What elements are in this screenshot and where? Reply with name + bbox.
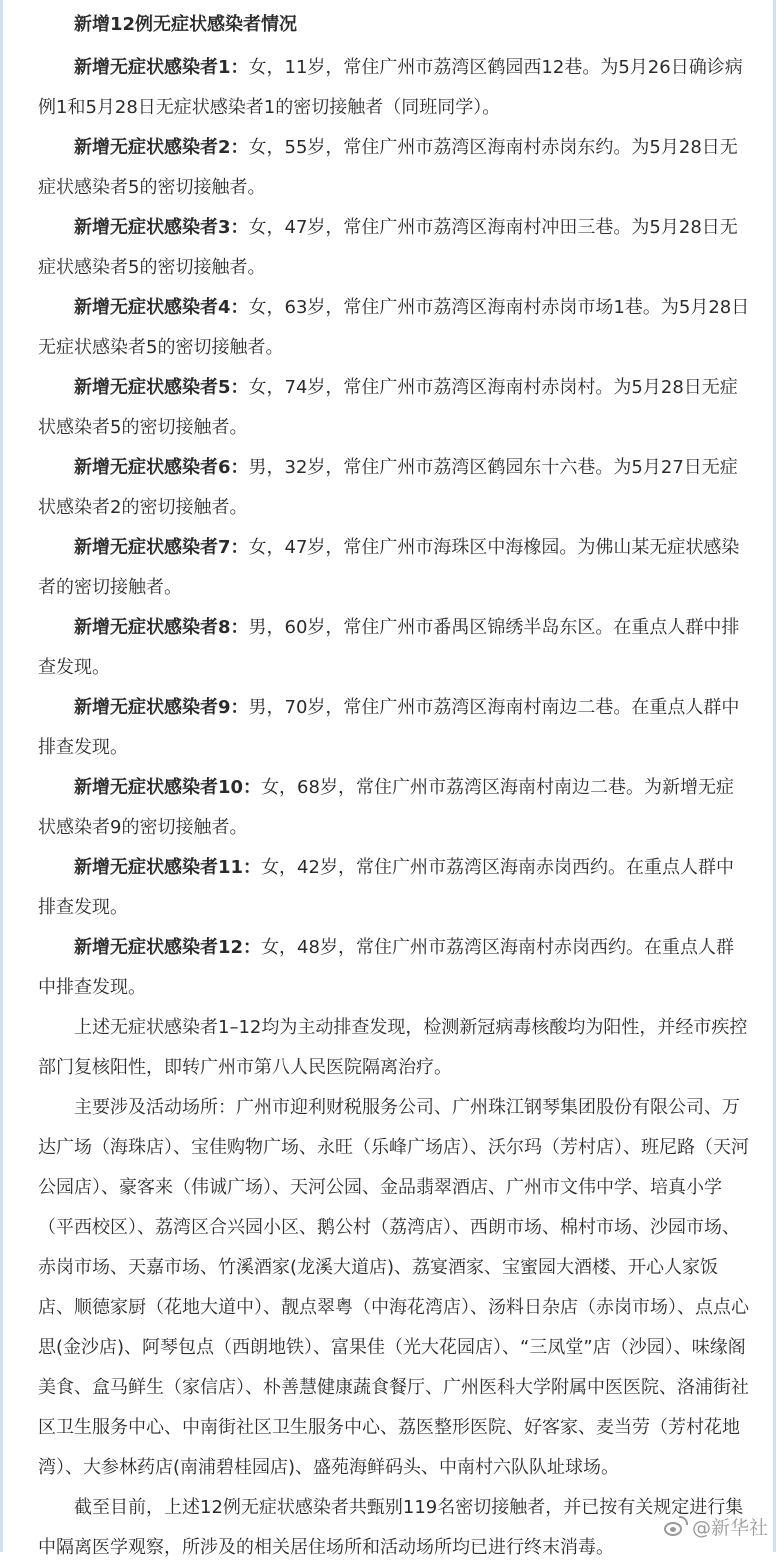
weibo-icon	[662, 1516, 688, 1538]
case-item	[38, 288, 750, 368]
case-item	[38, 928, 750, 1008]
case-label: 新增无症状感染者10：	[74, 777, 262, 798]
case-item	[38, 128, 750, 208]
case-item	[38, 688, 750, 768]
case-text: 女，74岁，常住广州市荔湾区海南村赤岗村。为5月28日无症状感染者5的密切接触者。	[38, 377, 738, 438]
case-text: 女，42岁，常住广州市荔湾区海南赤岗西约。在重点人群中排查发现。	[38, 857, 734, 918]
case-text: 男，32岁，常住广州市荔湾区鹤园东十六巷。为5月27日无症状感染者2的密切接触者。	[38, 457, 738, 518]
case-label: 新增无症状感染者5：	[74, 377, 249, 398]
case-text: 女，47岁，常住广州市荔湾区海南村冲田三巷。为5月28日无症状感染者5的密切接触者。	[38, 217, 738, 278]
case-label: 新增无症状感染者11：	[74, 857, 262, 878]
case-item	[38, 848, 750, 928]
document-title: 新增12例无症状感染者情况	[74, 14, 298, 35]
case-label: 新增无症状感染者8：	[74, 617, 249, 638]
case-label: 新增无症状感染者1：	[74, 57, 249, 78]
case-label: 新增无症状感染者2：	[74, 137, 249, 158]
case-text: 女，68岁，常住广州市荔湾区海南村南边二巷。为新增无症状感染者9的密切接触者。	[38, 777, 734, 838]
case-label: 新增无症状感染者4：	[74, 297, 249, 318]
case-item	[38, 608, 750, 688]
case-label: 新增无症状感染者7：	[74, 537, 249, 558]
left-border	[0, 0, 3, 1552]
case-item	[38, 448, 750, 528]
case-label: 新增无症状感染者9：	[74, 697, 249, 718]
case-text: 男，60岁，常住广州市番禺区锦绣半岛东区。在重点人群中排查发现。	[38, 617, 740, 678]
case-item	[38, 528, 750, 608]
document-body	[38, 6, 750, 1568]
case-label: 新增无症状感染者3：	[74, 217, 249, 238]
watermark-text: @新华社	[691, 1517, 768, 1539]
closing-paragraph: 截至目前，上述12例无症状感染者共甄别119名密切接触者，并已按有关规定进行集中隔离医学观察，所涉及的相关居住场所和活动场所均已进行终末消毒。	[38, 1497, 744, 1558]
case-text: 女，47岁，常住广州市海珠区中海橡园。为佛山某无症状感染者的密切接触者。	[38, 537, 740, 598]
watermark	[662, 1513, 768, 1540]
case-text: 女，55岁，常住广州市荔湾区海南村赤岗东约。为5月28日无症状感染者5的密切接触者。	[38, 137, 738, 198]
places-paragraph: 主要涉及活动场所：广州市迎利财税服务公司、广州珠江钢琴集团股份有限公司、万达广场（海珠店）、宝佳购物广场、永旺（乐峰广场店）、沃尔玛（芳村店）、班尼路（天河公园店）、豪客来（伟诚广场）、天河公园、金品翡翠酒店、广州市文伟中学、培真小学（平西校区）、荔湾区合兴园小区、鹅公村（荔湾店）、西朗市场、棉村市场、沙园市场、赤岗市场、天嘉市场、竹溪酒家(龙溪大道店)、荔宴酒家、宝蜜园大酒楼、开心人家饭店、顺德家厨（花地大道中）、靓点翠粤（中海花湾店）、汤料日杂店（赤岗市场）、点点心思(金沙店)、阿琴包点（西朗地铁）、富果佳（光大花园店）、“三凤堂”店（沙园）、味缘阁美食、盒马鲜生（家信店）、朴善慧健康蔬食餐厅、广州医科大学附属中医医院、洛浦街社区卫生服务中心、中南街社区卫生服务中心、荔医整形医院、好客家、麦当劳（芳村花地湾）、大参林药店(南浦碧桂园店)、盛苑海鲜码头、中南村六队队址球场。	[38, 1097, 749, 1478]
case-item	[38, 368, 750, 448]
case-text: 男，70岁，常住广州市荔湾区海南村南边二巷。在重点人群中排查发现。	[38, 697, 740, 758]
case-text: 女，63岁，常住广州市荔湾区海南村赤岗市场1巷。为5月28日无症状感染者5的密切接触者。	[38, 297, 750, 358]
case-item	[38, 768, 750, 848]
case-item	[38, 208, 750, 288]
case-label: 新增无症状感染者6：	[74, 457, 249, 478]
case-text: 女，48岁，常住广州市荔湾区海南村赤岗西约。在重点人群中排查发现。	[38, 937, 734, 998]
case-label: 新增无症状感染者12：	[74, 937, 262, 958]
case-text: 女，11岁，常住广州市荔湾区鹤园西12巷。为5月26日确诊病例1和5月28日无症状感染者1的密切接触者（同班同学）。	[38, 57, 743, 118]
summary-paragraph: 上述无症状感染者1–12均为主动排查发现，检测新冠病毒核酸均为阳性，并经市疾控部门复核阳性，即转广州市第八人民医院隔离治疗。	[38, 1017, 748, 1078]
case-item	[38, 48, 750, 128]
